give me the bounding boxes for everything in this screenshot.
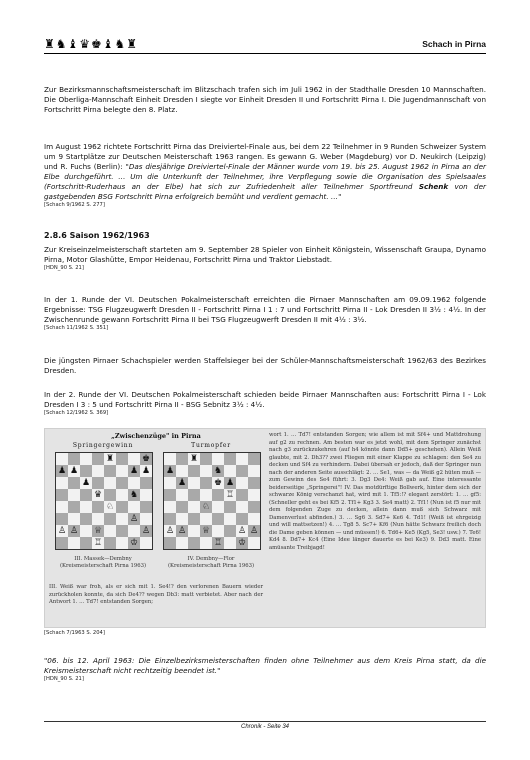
header-rule <box>44 53 486 54</box>
board-square: ♙ <box>177 526 187 536</box>
board-square <box>68 477 80 489</box>
board-square <box>56 537 68 549</box>
board-square <box>236 501 248 513</box>
quote-dreiviertel-bold: Schenk <box>418 182 449 191</box>
board-square <box>200 465 212 477</box>
board-square <box>140 477 152 489</box>
board-square <box>140 489 152 501</box>
paragraph-kreiseinzel <box>44 245 486 272</box>
paragraph-dreiviertel-text: Im August 1962 richtete Fortschritt Pirna das Dreiviertel-Finale aus, bei dem 22 Teilnehmer in 9 Runden Schweizer System um 9 Startplätze zur Deutschen Meisterschaft 1963 rangen. Es gewann G. Weber (Magdeburg) vor D. Neukirch (Leipzig) und R. Fuchs (Berlin): <box>44 142 486 171</box>
board-square <box>224 453 236 465</box>
board-square: ♞ <box>213 466 223 476</box>
paragraph-pokal-2-text: In der 2. Runde der VI. Deutschen Pokalmeisterschaft schieden beide Pirnaer Mannschaften aus: Fortschritt Pirna I - Lok Dresden I 3 : 5 und Fortschritt Pirna II - BSG Sebnitz 3½ : 4½. <box>44 390 486 409</box>
scan-source-line <box>44 630 486 637</box>
board-square: ♟ <box>81 478 91 488</box>
board-square <box>164 513 176 525</box>
board-square <box>176 501 188 513</box>
board-square <box>116 453 128 465</box>
board-square: ♚ <box>213 478 223 488</box>
board-square: ♙ <box>249 526 259 536</box>
board-square <box>188 513 200 525</box>
board-square <box>200 537 212 549</box>
board-square: ♘ <box>201 502 211 512</box>
board-square <box>224 465 236 477</box>
board-square <box>92 513 104 525</box>
board-square <box>188 501 200 513</box>
board-square <box>128 477 140 489</box>
board-square: ♚ <box>141 454 151 464</box>
board-square: ♟ <box>177 478 187 488</box>
board-square: ♟ <box>165 466 175 476</box>
board-square: ♙ <box>165 526 175 536</box>
board-square: ♟ <box>141 466 151 476</box>
board-square <box>164 489 176 501</box>
board-square <box>188 525 200 537</box>
paragraph-blitz-text: Zur Bezirksmannschaftsmeisterschaft im Blitzschach trafen sich im Juli 1962 in der Stadthalle Dresden 10 Mannschaften. Die Oberliga-Mannschaft Einheit Dresden I siegte vor Einheit Dresden II und Fortschritt Pirna I. Die Jugendmannschaft von Fortschritt Pirna belegte den 8. Platz. <box>44 85 486 114</box>
board-square <box>248 489 260 501</box>
board-square <box>248 465 260 477</box>
board-square <box>236 477 248 489</box>
board1-label: Springergewinn <box>72 442 134 449</box>
board-square: ♙ <box>69 526 79 536</box>
board-square <box>176 453 188 465</box>
board-square <box>80 525 92 537</box>
board-square: ♔ <box>129 538 139 548</box>
board-square <box>104 477 116 489</box>
paragraph-schueler <box>44 356 486 376</box>
board-square: ♕ <box>93 526 103 536</box>
board-square: ♙ <box>141 526 151 536</box>
board2-caption: IV. Dembny—Flor (Kreismeisterschaft Pirna 1963) <box>167 556 255 569</box>
board-square <box>188 465 200 477</box>
board-square <box>200 513 212 525</box>
board-square <box>188 537 200 549</box>
board-square <box>56 501 68 513</box>
board-square <box>200 453 212 465</box>
source-hdn-1: [HDN_90 S. 21] <box>44 265 84 271</box>
source-schach-7-1963: [Schach 7/1963 S. 204] <box>44 630 105 636</box>
source-schach-11-1962: [Schach 11/1962 S. 351] <box>44 325 109 331</box>
board-square <box>164 453 176 465</box>
board-square <box>248 453 260 465</box>
board-square <box>176 489 188 501</box>
board-square <box>116 513 128 525</box>
board-square <box>116 477 128 489</box>
source-hdn-2: [HDN_90 S. 21] <box>44 676 84 682</box>
board-square <box>248 537 260 549</box>
page-footer: Chronik - Seite 34 <box>240 724 290 730</box>
scan-article-text: wort 1. … Td7! entstanden Sorgen; wie allem ist mit Sf4+ und Mattdrohung auf g2 zu rechnen. Am besten war es jetzt wohl, mit dem Springer zunächst nach g3 zurückzukehren (auf h4 könnte dann Dd5+ geschehen). Allein Weiß glaubte, mit 2. Dh3?? zwei Fliegen mit einer Klappe zu schlagen: den Se4 zu decken und Sf4 zu verhindern. Dabei übersah er jedoch, daß der Springer nun nach der anderen Seite ausschlägt: 2. … Se1, was — da Weiß g2 hüten muß — zum Gewinn des Se4 führt: 3. Dg3 De4: Weiß gab auf. Eine interessante beiderseitige „Springerei"! IV. Das motdürftige Bollwerk, hinter dem sich der schwarze König verschanzt hat, wird mit 1. Tf5:!? elegant zerstört: 1. … gf5: (Schneller geht es bei Kf5 2. Tf1+ Kg3 3. Se4 matt) 2. Tf1! (Nun ist f5 nur mit dem folgenden Zuge zu decken, allein dann muß sich Schwarz mit Damenverlust abfinden.) 3. … Sg6 3. Sd7+ Ke6 4. Td1! (Weiß ist ehrgeizig und will mattsetzen!) 4. … Tg8 5. Sc7+ Kf6 (Nun hätte Schwarz freilich doch die Dame geben können — und müssen!) 6. Td6+ Ke5 (Kg5, Se3! usw.) 7. Te6! Kd4 8. Dd7+ Kc4 (Eine Idee länger dauerte es bei Ke3) 9. Dd3 matt. Eine amüsante Treibjagd! <box>269 432 481 551</box>
section-heading-saison: 2.8.6 Saison 1962/1963 <box>44 231 150 240</box>
board-square <box>224 537 236 549</box>
board-square <box>80 513 92 525</box>
board-square <box>92 465 104 477</box>
board-square: ♖ <box>93 538 103 548</box>
board-square <box>56 513 68 525</box>
board-square <box>188 477 200 489</box>
board-square <box>128 501 140 513</box>
running-title: Schach in Pirna <box>422 39 486 49</box>
board-square <box>92 501 104 513</box>
board-square <box>236 465 248 477</box>
chess-board-springergewinn <box>55 452 153 550</box>
scan-left-note: III. Weiß war froh, als er sich mit 1. Se4!? den verlorenen Bauern wieder zurückholen konnte, da sich De4?? wegen Db3: matt verbietet. Aber nach der Antwort 1. … Td7! entstanden Sorgen; <box>49 584 263 605</box>
board-square <box>128 525 140 537</box>
board-square <box>176 537 188 549</box>
board-square <box>140 513 152 525</box>
board-square <box>140 537 152 549</box>
board-square <box>116 465 128 477</box>
board-square <box>140 501 152 513</box>
paragraph-einzelbezirk <box>44 656 486 683</box>
board-square: ♔ <box>237 538 247 548</box>
board-square <box>80 465 92 477</box>
board-square <box>68 537 80 549</box>
board-square <box>104 489 116 501</box>
board-square <box>188 489 200 501</box>
paragraph-pokal-runde-1 <box>44 295 486 332</box>
board-square <box>212 513 224 525</box>
board-square <box>200 489 212 501</box>
board-square: ♕ <box>201 526 211 536</box>
board-square <box>68 489 80 501</box>
board-square: ♟ <box>129 466 139 476</box>
board-square <box>104 537 116 549</box>
board-square: ♖ <box>225 490 235 500</box>
board-square <box>116 525 128 537</box>
board-square: ♟ <box>69 466 79 476</box>
quote-dreiviertel-b: von der gastgebenden BSG Fortschritt Pirna erfolgreich bemüht und verdient gemacht. …" <box>44 182 486 201</box>
quote-dreiviertel-a: "Das diesjährige Dreiviertel-Finale der Männer wurde vom 19. bis 25. August 1962 in Pirna an der Elbe durchgeführt. … Um die Unterkunft der Teilnehmer, ihre Verpflegung sowie die Organisation des Spielsaales (Fortschritt-Ruderhaus an der Elbe) hat sich zur Zufriedenheit aller Teilnehmer Sportfreund <box>44 162 486 191</box>
board-square <box>176 465 188 477</box>
board-square: ♟ <box>225 478 235 488</box>
paragraph-kreiseinzel-text: Zur Kreiseinzelmeisterschaft starteten am 9. September 28 Spieler von Einheit Königstein, Wissenschaft Graupa, Dynamo Pirna, Motor Glashütte, Empor Heidenau, Fortschritt Pirna und Traktor Liebstadt. <box>44 245 486 264</box>
board-square: ♞ <box>129 490 139 500</box>
board-square <box>236 489 248 501</box>
board-square <box>164 537 176 549</box>
source-schach-12-1962: [Schach 12/1962 S. 369] <box>44 410 109 416</box>
page-header <box>44 37 486 51</box>
board-square: ♘ <box>105 502 115 512</box>
board2-label: Turmopfer <box>191 442 231 449</box>
board-square <box>224 525 236 537</box>
paragraph-dreiviertel-finale <box>44 142 486 209</box>
paragraph-blitz <box>44 85 486 115</box>
chess-pieces-logo: ♜♞♝♛♚♝♞♜ <box>44 37 139 51</box>
board-square: ♙ <box>129 514 139 524</box>
quote-einzelbezirk: "06. bis 12. April 1963: Die Einzelbezirksmeisterschaften finden ohne Teilnehmer aus dem Kreis Pirna statt, da die Kreismeisterschaft nicht rechtzeitig beendet ist." <box>44 656 486 675</box>
board-square <box>248 513 260 525</box>
board-square <box>104 465 116 477</box>
board-square <box>56 453 68 465</box>
scan-diagrams-column <box>49 432 263 622</box>
board-square <box>116 489 128 501</box>
board-square <box>80 453 92 465</box>
board-square <box>68 453 80 465</box>
board-square: ♖ <box>213 538 223 548</box>
board-square <box>248 501 260 513</box>
board-square: ♜ <box>189 454 199 464</box>
board-square: ♛ <box>93 490 103 500</box>
board-square <box>116 501 128 513</box>
scan-title: „Zwischenzüge" in Pirna <box>111 432 201 440</box>
paragraph-pokal-1-text: In der 1. Runde der VI. Deutschen Pokalmeisterschaft erreichten die Pirnaer Mannschaften am 09.09.1962 folgende Ergebnisse: TSG Flugzeugwerft Dresden II - Fortschritt Pirna I 1 : 7 und Fortschritt Pirna II - Lok Dresden II 3½ : 4½. In der Zwischenrunde gewann Fortschritt Pirna II bei TSG Flugzeugwerft Dresden II mit 4½ : 3½. <box>44 295 486 324</box>
board-square <box>200 477 212 489</box>
board-square <box>248 477 260 489</box>
board-square <box>164 501 176 513</box>
board-square <box>212 489 224 501</box>
board-square <box>128 453 140 465</box>
board-square: ♟ <box>57 466 67 476</box>
board-square <box>68 513 80 525</box>
board-square <box>212 501 224 513</box>
board-square <box>236 513 248 525</box>
board-square <box>224 513 236 525</box>
board-square <box>212 525 224 537</box>
footer-rule <box>44 721 486 722</box>
board-square <box>212 453 224 465</box>
board-square <box>92 477 104 489</box>
board-square: ♙ <box>57 526 67 536</box>
board-square <box>80 489 92 501</box>
paragraph-pokal-runde-2 <box>44 390 486 417</box>
board-square <box>116 537 128 549</box>
source-schach-9-1962: [Schach 9/1962 S. 277] <box>44 202 105 208</box>
board-square <box>80 537 92 549</box>
board-square <box>80 501 92 513</box>
board-square <box>176 513 188 525</box>
board-square <box>92 453 104 465</box>
chess-board-turmopfer <box>163 452 261 550</box>
board-square <box>236 453 248 465</box>
board-square <box>104 525 116 537</box>
board1-caption: III. Massek—Dembny (Kreismeisterschaft Pirna 1963) <box>59 556 147 569</box>
board-square <box>56 477 68 489</box>
board-square <box>56 489 68 501</box>
board-square <box>104 513 116 525</box>
board-square: ♜ <box>105 454 115 464</box>
board-square <box>224 501 236 513</box>
board-square <box>164 477 176 489</box>
paragraph-schueler-text: Die jüngsten Pirnaer Schachspieler werden Staffelsieger bei der Schüler-Mannschaftsmeisterschaft 1962/63 des Bezirkes Dresden. <box>44 356 486 375</box>
scanned-article-clipping <box>44 428 486 628</box>
board-square: ♙ <box>237 526 247 536</box>
board-square <box>68 501 80 513</box>
